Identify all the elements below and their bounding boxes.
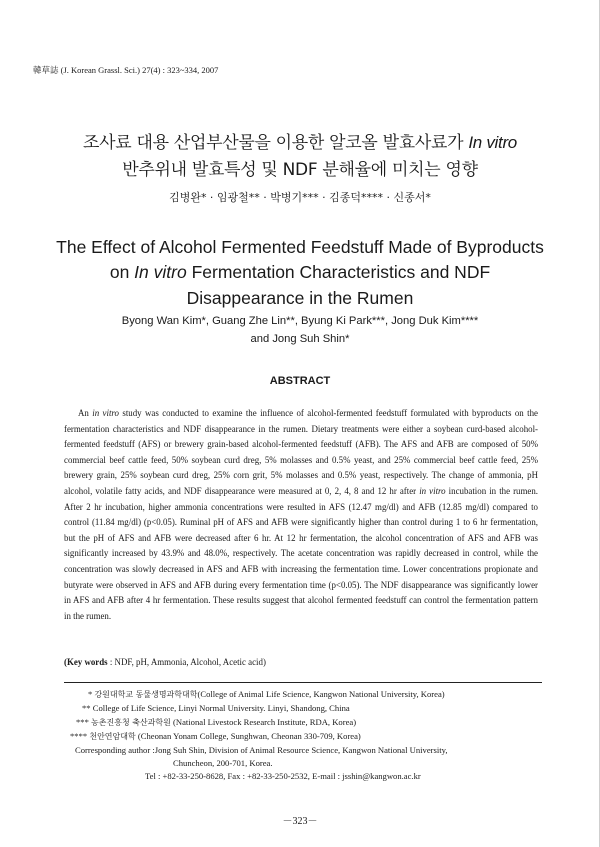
english-title-line3: Disappearance in the Rumen — [186, 288, 414, 308]
affiliation-3: *** 농촌진흥청 축산과학원 (National Livestock Research Institute, RDA, Korea) — [76, 717, 357, 727]
corresponding-label: Corresponding author : — [75, 745, 155, 755]
corresponding-author — [75, 744, 545, 783]
abstract-paragraph: An in vitro study was conducted to examine the influence of alcohol-fermented feedstuff formulated with byproducts on the fermentation characteristics and NDF disappearance in the rumen. Dietary treatments were either a soybean curd-based alcohol-fermented feedstuff (AFS) or brewery grain-based alcohol-fermented feedstuff (AFB). The AFS and AFB are composed of 50% commercial beef cattle feed, 50% soybean curd dreg, 5% molasses and 0.5% yeast, and 25% commercial beef cattle feed, 25% brewery grain, 25% soybean curd dreg, 25% corn grit, 5% molasses and 0.5% yeast, respectively. The change of ammonia, pH alcohol, volatile fatty acids, and NDF disappearance were measured at 0, 2, 4, 8 and 12 hr after in vitro incubation in the rumen. After 2 hr incubation, higher ammonia concentrations were resulted in AFS (12.47 mg/dl) and AFB (12.85 mg/dl) compared to control (11.84 mg/dl) (p<0.05). Ruminal pH of AFS and AFB were significantly higher than control during 1 to 6 hr fermentation, but the pH of AFS and AFB were decreased after 6 hr. At 12 hr fermentation, the alcohol concentration of AFS and AFB was significantly increased by 43.9% and 48.0%, respectively. The acetate concentration was rapidly decreased in control, while the concentration was slowly decreased in AFS and AFB with increasing the fermentation time. Lower concentrations propionate and butyrate were observed in AFS and AFB during every fermentation time (p<0.05). The NDF disappearance was significantly lower in AFS and AFB after 4 hr fermentation. These results suggest that alcohol fermented feedstuff can control the fermentation pattern in the rumen. — [64, 408, 538, 621]
abstract-heading: ABSTRACT — [269, 375, 331, 387]
footnote-divider — [64, 682, 542, 683]
affiliation-4: **** 천안연암대학 (Cheonan Yonam College, Sunghwan, Cheonan 330-709, Korea) — [70, 731, 361, 741]
korean-title-line1: 조사료 대용 산업부산물을 이용한 알코올 발효사료가 In vitro — [83, 133, 517, 153]
affiliation-2: ** College of Life Science, Linyi Normal University. Linyi, Shandong, China — [82, 703, 350, 713]
abstract-body — [64, 406, 538, 624]
corresponding-address: Jong Suh Shin, Division of Animal Resource Science, Kangwon National University, — [154, 745, 448, 755]
corresponding-contact: Tel : +82-33-250-8628, Fax : +82-33-250-2532, E-mail : jsshin@kangwon.ac.kr — [145, 771, 421, 781]
english-authors-line2: and Jong Suh Shin* — [250, 333, 350, 345]
korean-authors: 김병완* · 임광철** · 박병기*** · 김종덕**** · 신종서* — [169, 191, 431, 204]
english-authors-line1: Byong Wan Kim*, Guang Zhe Lin**, Byung Ki Park***, Jong Duk Kim**** — [121, 315, 479, 327]
page-number: －323－ — [282, 816, 318, 827]
affiliation-1: * 강원대학교 동물생명과학대학(College of Animal Life Science, Kangwon National University, Korea) — [88, 689, 445, 699]
journal-header: 韓草誌 (J. Korean Grassl. Sci.) 27(4) : 323~334, 2007 — [33, 65, 219, 75]
corresponding-city: Chuncheon, 200-701, Korea. — [173, 758, 273, 768]
english-title-line1: The Effect of Alcohol Fermented Feedstuff Made of Byproducts — [56, 237, 544, 257]
english-title-line2: on In vitro Fermentation Characteristics and NDF — [109, 262, 491, 282]
keywords: (Key words : NDF, pH, Ammonia, Alcohol, Acetic acid) — [64, 657, 266, 667]
korean-title-line2: 반추위내 발효특성 및 NDF 분해율에 미치는 영향 — [122, 160, 478, 180]
